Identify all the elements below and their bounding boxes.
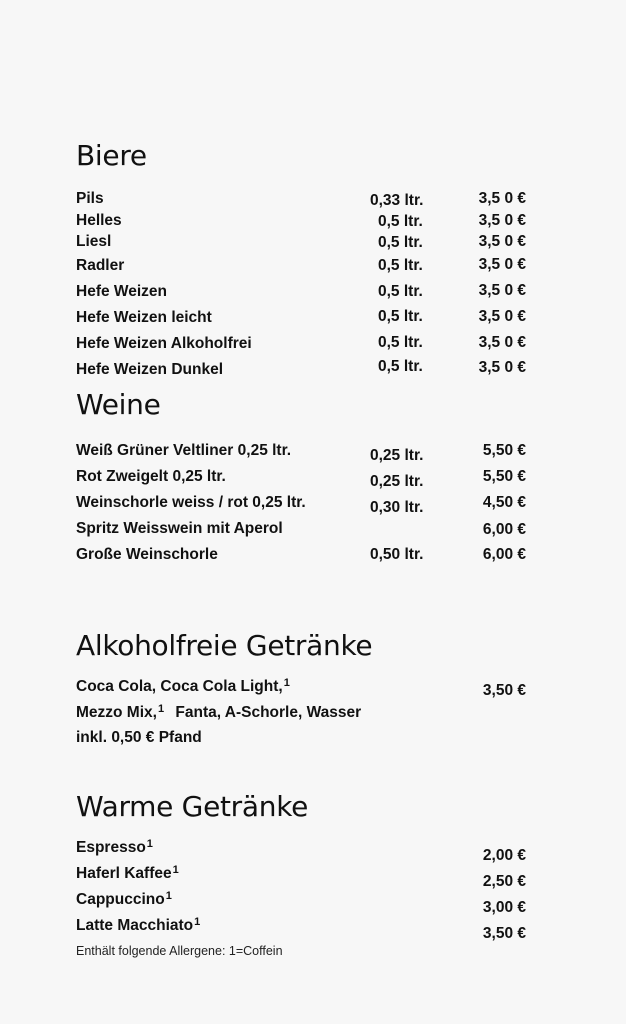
section-title-weine: Weine [76,388,161,421]
menu-item-price: 3,5 0 € [478,256,526,273]
menu-item-price: 5,50 € [482,468,526,485]
menu-item-price: 5,50 € [482,442,526,459]
menu-item-name: Hefe Weizen leicht [76,309,212,326]
allergen-marker: 1 [146,838,153,850]
menu-item-price: 3,5 0 € [478,282,526,299]
section-title-biere: Biere [76,139,147,172]
menu-item-price: 3,5 0 € [478,334,526,351]
menu-item-price: 3,50 € [482,682,526,699]
menu-item-qty: 0,5 ltr. [378,234,423,251]
allergen-marker: 1 [172,864,179,876]
menu-item-text: Coca Cola, Coca Cola Light, [76,678,283,695]
menu-item-text: Latte Macchiato [76,917,194,934]
menu-item-name: Hefe Weizen [76,283,168,300]
menu-item-text: Cappuccino [76,891,165,908]
menu-item-text: Espresso [76,839,146,856]
section-title-warm: Warme Getränke [76,790,309,823]
menu-item-name: Große Weinschorle [76,546,218,563]
menu-item-qty: 0,5 ltr. [378,308,423,325]
allergen-marker: 1 [165,890,172,902]
allergen-marker: 1 [157,703,165,715]
menu-item-name: Rot Zweigelt 0,25 ltr. [76,468,226,485]
menu-item-price: 3,5 0 € [478,190,526,207]
menu-item-name: Hefe Weizen Dunkel [76,361,224,378]
menu-item-name: Hefe Weizen Alkoholfrei [76,335,252,352]
menu-item-qty: 0,5 ltr. [378,213,423,230]
menu-item-qty: 0,5 ltr. [378,283,423,300]
menu-item-text: Fanta, A-Schorle, Wasser [175,704,362,721]
menu-item-text: Mezzo Mix, [76,704,157,721]
menu-item-name: Helles [76,212,122,229]
menu-item-name [76,916,200,935]
menu-item-text: Haferl Kaffee [76,865,172,882]
menu-item-name [76,890,172,909]
menu-item-name: Pils [76,190,104,207]
menu-item-name: Radler [76,257,125,274]
menu-item-name: Weinschorle weiss / rot 0,25 ltr. [76,494,306,511]
menu-item-qty: 0,33 ltr. [370,192,424,209]
menu-item-qty: 0,25 ltr. [370,447,424,464]
menu-item-name [76,703,361,722]
section-title-alkoholfrei: Alkoholfreie Getränke [76,629,373,662]
menu-item-name [76,838,153,857]
menu-item-price: 3,5 0 € [478,233,526,250]
menu-item-name [76,677,290,696]
menu-item-qty: 0,25 ltr. [370,473,424,490]
menu-item-qty: 0,5 ltr. [378,358,423,375]
menu-item-qty: 0,5 ltr. [378,334,423,351]
allergen-note: Enthält folgende Allergene: 1=Coffein [76,944,283,958]
menu-item-price: 3,00 € [482,899,526,916]
menu-item-price: 3,5 0 € [478,308,526,325]
menu-item-price: 6,00 € [482,546,526,563]
menu-item-price: 2,00 € [482,847,526,864]
menu-item-name [76,864,179,883]
menu-item-price: 3,5 0 € [478,212,526,229]
menu-item-name: Spritz Weisswein mit Aperol [76,520,283,537]
allergen-marker: 1 [283,677,290,689]
menu-item-price: 3,5 0 € [478,359,526,376]
menu-item-name: Liesl [76,233,112,250]
menu-item-price: 6,00 € [482,521,526,538]
menu-item-qty: 0,5 ltr. [378,257,423,274]
menu-item-name: Weiß Grüner Veltliner 0,25 ltr. [76,442,292,459]
pfand-note: inkl. 0,50 € Pfand [76,729,202,746]
menu-item-price: 4,50 € [482,494,526,511]
menu-item-qty: 0,50 ltr. [370,546,424,563]
menu-item-qty: 0,30 ltr. [370,499,424,516]
allergen-marker: 1 [194,916,201,928]
menu-item-price: 3,50 € [482,925,526,942]
menu-item-price: 2,50 € [482,873,526,890]
